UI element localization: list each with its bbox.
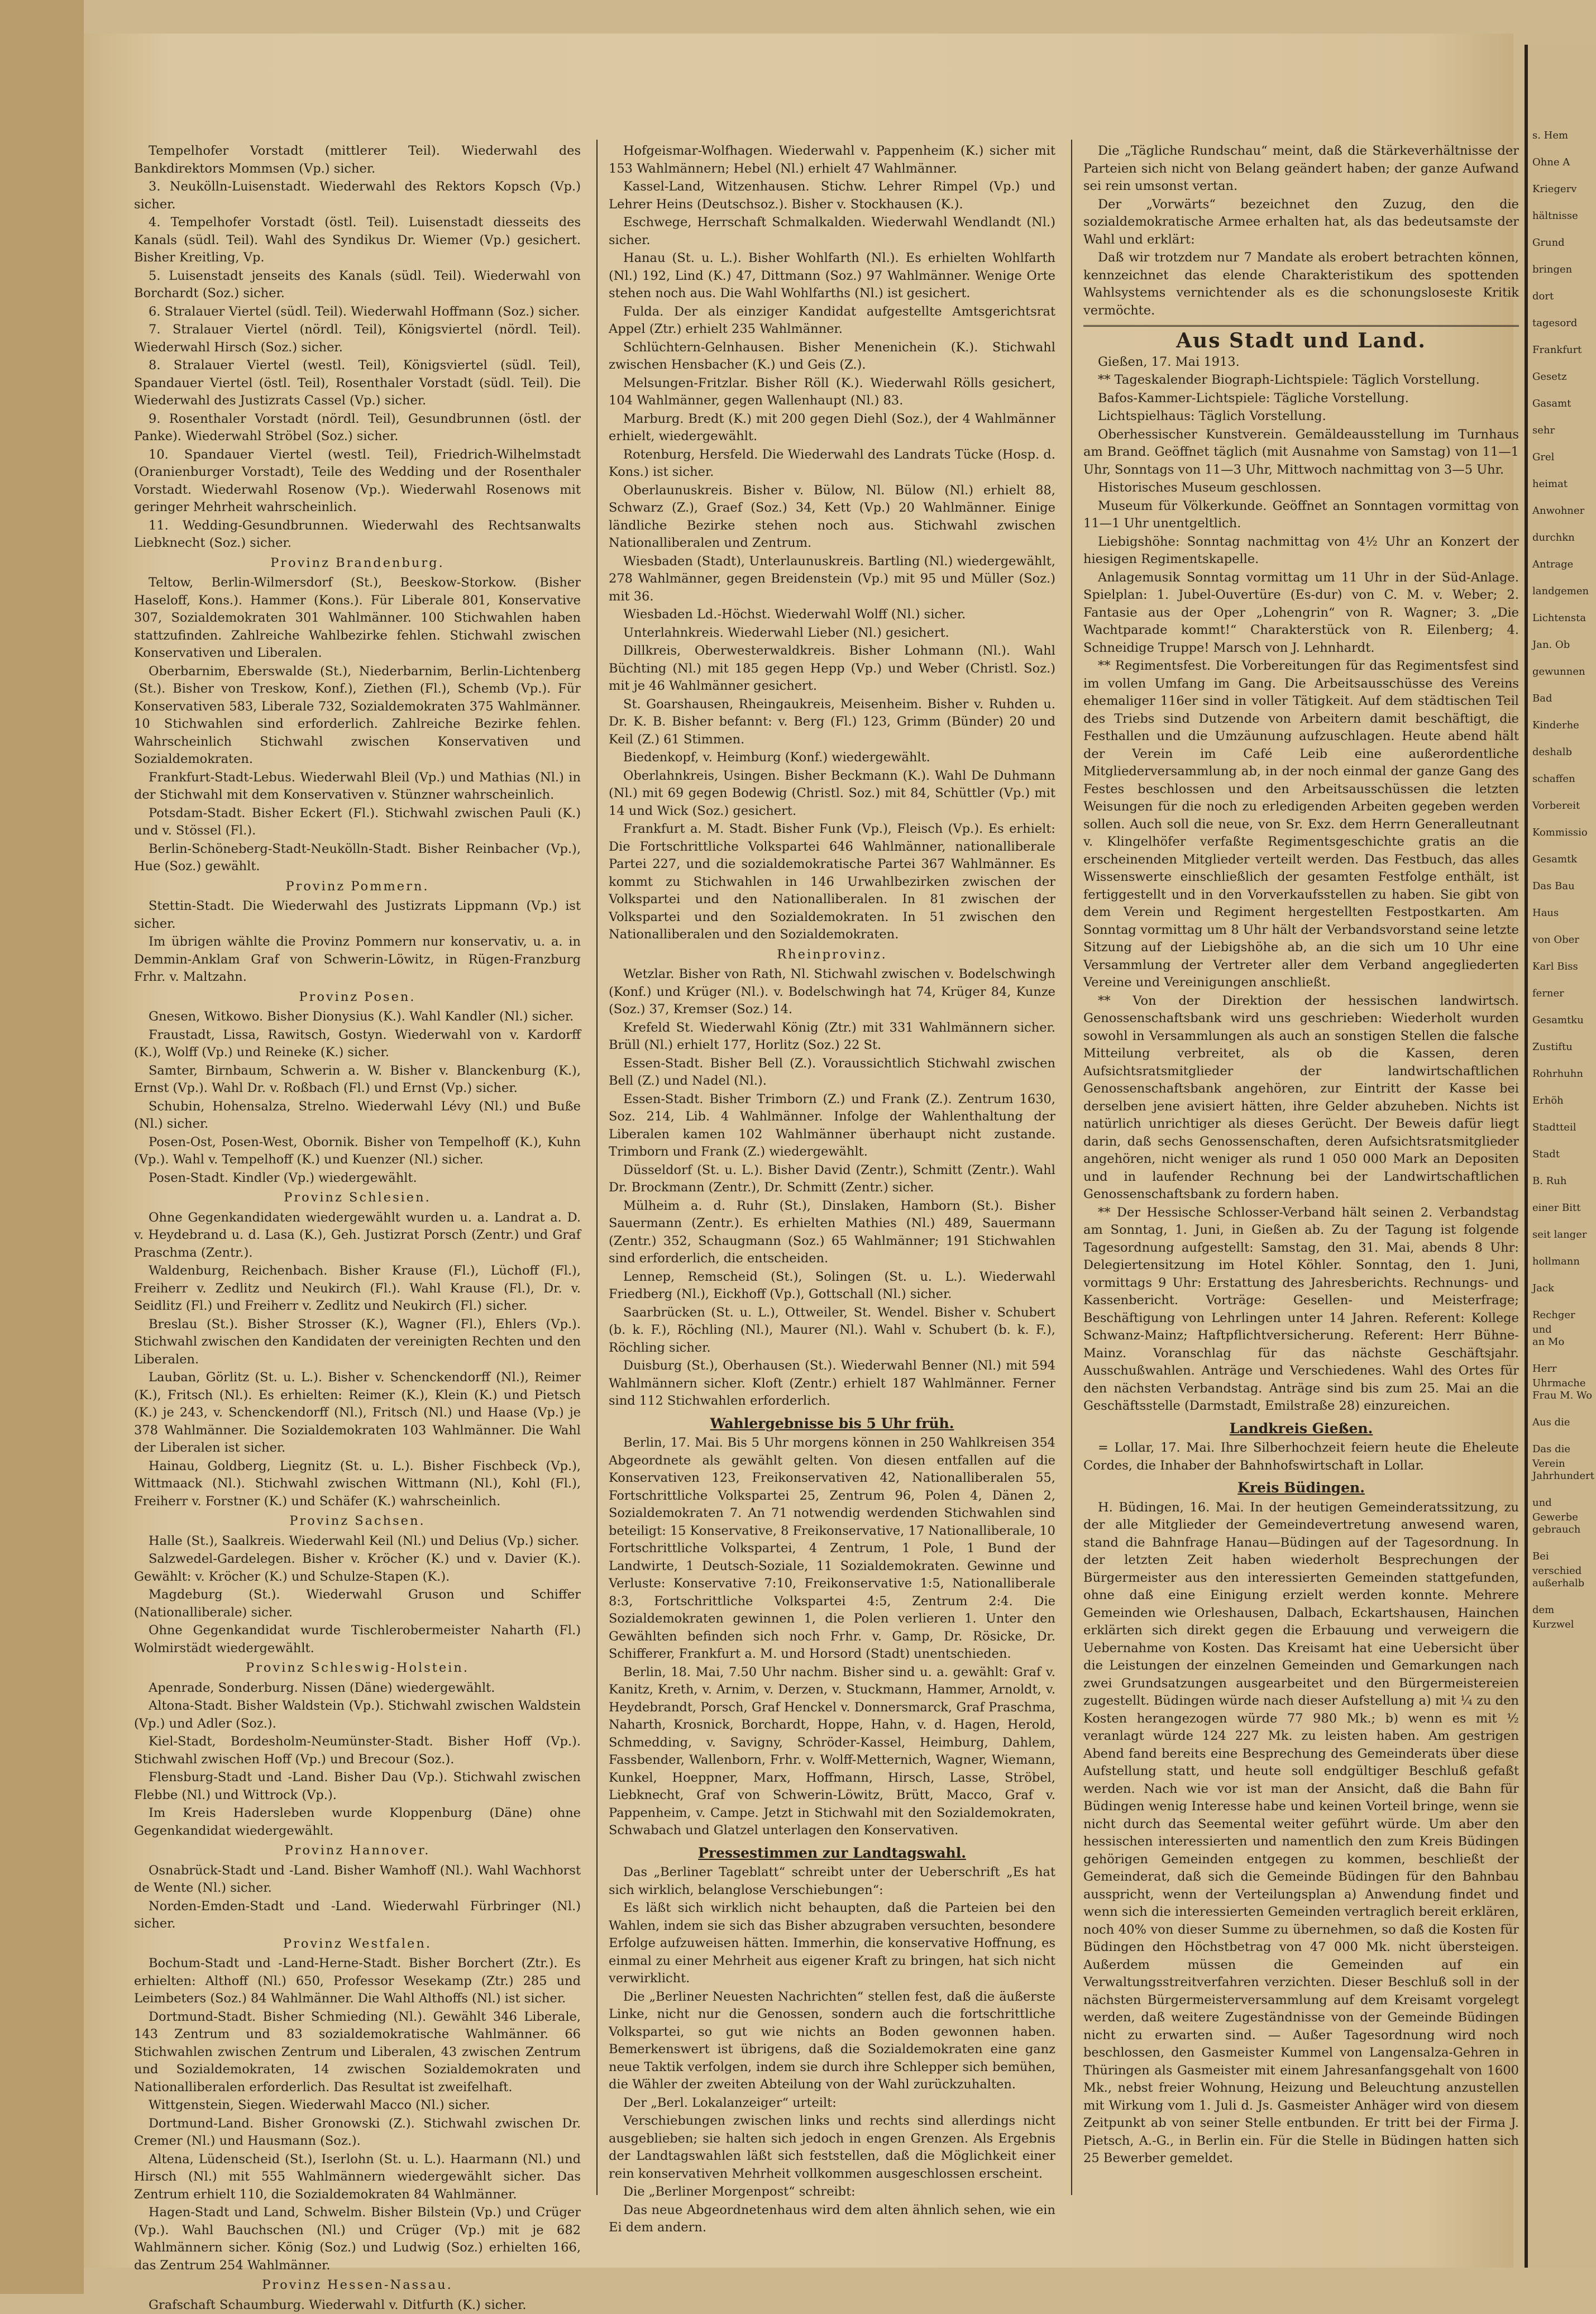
fragment-text: Herr Uhrmache xyxy=(1532,1362,1594,1391)
fragment-text: Anwohner xyxy=(1532,504,1594,518)
paragraph: ** Der Hessische Schlosser-Verband hält seinen 2. Verbandstag am Sonntag, 1. Juni, in Gießen ab. Zu der Tagung ist folgende Tagesordnung aufgestellt: Samstag, den 31. Mai, abends 8 Uhr: Delegiertensitzung im Hotel Köhler. Sonntag, den 1. Juni, vormittags 9 Uhr: Erstattung des Jahresberichts. Rechnungs- und Kassenbericht. Vorträge: Gesellen- und Meisterfrage; Beschäftigung von Lehrlingen unter 14 Jahren. Referent: Kollege Schwanz-Mainz; Haftpflichtversicherung. Referent: Herr Bühne-Mainz. Voranschlag für das nächste Geschäftsjahr. Ausschußwahlen. Anträge und Verschiedenes. Wahl des Ortes für den nächsten Verbandstag. Anträge sind bis zum 25. Mai an die Geschäftsstelle (Darmstadt, Emilstraße 28) einzureichen. xyxy=(1083,1204,1519,1415)
fragment-text: von Ober xyxy=(1532,933,1594,947)
paragraph: Verschiebungen zwischen links und rechts sind allerdings nicht ausgeblieben; sie halten sich jedoch in engen Grenzen. Als Ergebnis der Landtagswahlen läßt sich feststellen, daß die Möglichkeit einer rein konservativen Mehrheit vollkommen ausgeschlossen erscheint. xyxy=(609,2112,1055,2183)
paragraph: 3. Neukölln-Luisenstadt. Wiederwahl des Rektors Kopsch (Vp.) sicher. xyxy=(134,178,581,213)
paragraph: Museum für Völkerkunde. Geöffnet an Sonntagen vormittag von 11—1 Uhr unentgeltlich. xyxy=(1083,498,1519,533)
paragraph: Norden-Emden-Stadt und -Land. Wiederwahl Fürbringer (Nl.) sicher. xyxy=(134,1898,581,1933)
paragraph: Bochum-Stadt und -Land-Herne-Stadt. Bisher Borchert (Ztr.). Es erhielten: Althoff (Nl.) 650, Professor Wesekamp (Ztr.) 285 und Leimbeters (Soz.) 84 Wahlmänner. Die Wahl Althoffs (Nl.) ist sicher. xyxy=(134,1955,581,2008)
paragraph: = Lollar, 17. Mai. Ihre Silberhochzeit feiern heute die Eheleute Cordes, die Inhaber der Bahnhofswirtschaft in Lollar. xyxy=(1083,1439,1519,1475)
fragment-text: Kinderhe xyxy=(1532,718,1594,733)
paragraph: Potsdam-Stadt. Bisher Eckert (Fl.). Stichwahl zwischen Pauli (K.) und v. Stössel (Fl.). xyxy=(134,805,581,840)
subsection-heading: Landkreis Gießen. xyxy=(1083,1420,1519,1438)
paragraph: Wiesbaden Ld.-Höchst. Wiederwahl Wolff (Nl.) sicher. xyxy=(609,606,1055,624)
fragment-text: dem Kurzwel xyxy=(1532,1603,1594,1632)
paragraph: Im übrigen wählte die Provinz Pommern nur konservativ, u. a. in Demmin-Anklam Graf von Schwerin-Löwitz, in Rügen-Franzburg Frhr. v. Maltzahn. xyxy=(134,933,581,986)
paragraph: Kiel-Stadt, Bordesholm-Neumünster-Stadt. Bisher Hoff (Vp.). Stichwahl zwischen Hoff (Vp.) und Brecour (Soz.). xyxy=(134,1733,581,1768)
paragraph: Berlin, 17. Mai. Bis 5 Uhr morgens können in 250 Wahlkreisen 354 Abgeordnete als gewählt gelten. Von diesen entfallen auf die Konservativen 123, Freikonservativen 42, Nationalliberalen 55, Fortschrittliche Volkspartei 25, Zentrum 96, Polen 4, Dänen 2, Sozialdemokraten 7. An 71 notwendig werdenden Stichwahlen sind beteiligt: 15 Konservative, 8 Freikonservative, 17 Nationalliberale, 10 Fortschrittliche Volkspartei, 4 Zentrum, 1 Pole, 1 Bund der Landwirte, 1 Deutsch-Soziale, 11 Sozialdemokraten. Gewinne und Verluste: Konservative 7:10, Freikonservative 1:5, Nationalliberale 8:3, Fortschrittliche Volkspartei 4:5, Zentrum 2:4. Die Sozialdemokraten gewinnen 1, die Polen verlieren 1. Unter den Gewählten befinden sich noch Frhr. v. Gamp, Dr. Rösicke, Dr. Schifferer, Frankfurt a. M. und Horsord (Stadt) unentschieden. xyxy=(609,1434,1055,1663)
fragment-text: Stadtteil xyxy=(1532,1120,1594,1135)
paragraph: Biedenkopf, v. Heimburg (Konf.) wiedergewählt. xyxy=(609,749,1055,767)
fragment-text: tagesord xyxy=(1532,316,1594,331)
fragment-text: Das die Verein xyxy=(1532,1442,1594,1471)
paragraph: Liebigshöhe: Sonntag nachmittag von 4½ Uhr an Konzert der hiesigen Regimentskapelle. xyxy=(1083,533,1519,569)
column-1 xyxy=(134,142,581,2198)
paragraph: Tempelhofer Vorstadt (mittlerer Teil). Wiederwahl des Bankdirektors Mommsen (Vp.) sicher. xyxy=(134,142,581,178)
column-3 xyxy=(1083,142,1519,2198)
paragraph: Die „Berliner Neuesten Nachrichten“ stellen fest, daß die äußerste Linke, nicht nur die Genossen, sondern auch die fortschrittliche Volkspartei, so gut wie nichts an Boden gewonnen haben. Bemerkenswert ist übrigens, daß die Sozialdemokraten eine ganz neue Taktik verfolgen, indem sie durch ihre Schlepper sich bemühen, die Wähler der zweiten Abteilung von der Wahl zurückzuhalten. xyxy=(609,1988,1055,2094)
fragment-text: B. Ruh xyxy=(1532,1174,1594,1189)
fragment-text: Grel xyxy=(1532,450,1594,465)
paragraph: Düsseldorf (St. u. L.). Bisher David (Zentr.), Schmitt (Zentr.). Wahl Dr. Brockmann (Zentr.), Dr. Schmitt (Zentr.) sicher. xyxy=(609,1162,1055,1197)
paragraph: St. Goarshausen, Rheingaukreis, Meisenheim. Bisher v. Ruhden u. Dr. K. B. Bisher befannt: v. Berg (Fl.) 123, Grimm (Bünder) 20 und Keil (Z.) 61 Stimmen. xyxy=(609,696,1055,749)
section-heading: Provinz Schlesien. xyxy=(134,1189,581,1207)
paragraph: Flensburg-Stadt und -Land. Bisher Dau (Vp.). Stichwahl zwischen Flebbe (Nl.) und Wittrock (Vp.). xyxy=(134,1769,581,1804)
fragment-text: und Gewerbe xyxy=(1532,1496,1594,1525)
paragraph: Essen-Stadt. Bisher Bell (Z.). Voraussichtlich Stichwahl zwischen Bell (Z.) und Nadel (Nl.). xyxy=(609,1055,1055,1090)
paragraph: Lichtspielhaus: Täglich Vorstellung. xyxy=(1083,408,1519,426)
paragraph: Wetzlar. Bisher von Rath, Nl. Stichwahl zwischen v. Bodelschwingh (Konf.) und Krüger (Nl.). v. Bodelschwingh hat 74, Krüger 84, Kunze (Soz.) 37, Kremser (Soz.) 14. xyxy=(609,966,1055,1019)
fragment-text: Rechger und xyxy=(1532,1308,1594,1337)
section-heading: Provinz Hessen-Nassau. xyxy=(134,2277,581,2294)
fragment-text: Lichtensta xyxy=(1532,611,1594,626)
fragment-text: Frau M. Wo xyxy=(1532,1389,1594,1403)
paragraph: Salzwedel-Gardelegen. Bisher v. Kröcher (K.) und v. Davier (K.). Gewählt: v. Kröcher (K.) und Schulze-Stapen (K.). xyxy=(134,1550,581,1586)
column-rule-2 xyxy=(1071,140,1072,2195)
paragraph: Duisburg (St.), Oberhausen (St.). Wiederwahl Benner (Nl.) mit 594 Wahlmännern sicher. Kloft (Zentr.) erhielt 187 Wahlmänner. Ferner sind 112 Stichwahlen erforderlich. xyxy=(609,1357,1055,1410)
paragraph: 7. Stralauer Viertel (nördl. Teil), Königsviertel (nördl. Teil). Wiederwahl Hirsch (Soz.) sicher. xyxy=(134,321,581,356)
paragraph: Dillkreis, Oberwesterwaldkreis. Bisher Lohmann (Nl.). Wahl Büchting (Nl.) mit 185 gegen Hepp (Vp.) und Weber (Christl. Soz.) mit je 46 Wahlmänner gesichert. xyxy=(609,642,1055,695)
fragment-text: Erhöh xyxy=(1532,1094,1594,1108)
paragraph: Ohne Gegenkandidaten wiedergewählt wurden u. a. Landrat a. D. v. Heydebrand u. d. Lasa (K.), Geh. Justizrat Porsch (Zentr.) und Graf Praschma (Zentr.). xyxy=(134,1209,581,1262)
paragraph: Gießen, 17. Mai 1913. xyxy=(1083,354,1519,371)
section-heading: Provinz Pommern. xyxy=(134,878,581,896)
fragment-text: landgemen xyxy=(1532,584,1594,599)
paragraph: Grafschaft Schaumburg. Wiederwahl v. Ditfurth (K.) sicher. xyxy=(134,2297,581,2314)
adjacent-page-edge xyxy=(1525,45,1596,2268)
paragraph: Gnesen, Witkowo. Bisher Dionysius (K.). Wahl Kandler (Nl.) sicher. xyxy=(134,1008,581,1026)
paragraph: Der „Berl. Lokalanzeiger“ urteilt: xyxy=(609,2094,1055,2112)
paragraph: Halle (St.), Saalkreis. Wiederwahl Keil (Nl.) und Delius (Vp.) sicher. xyxy=(134,1533,581,1550)
fragment-text: hollmann xyxy=(1532,1254,1594,1269)
paragraph: Magdeburg (St.). Wiederwahl Gruson und Schiffer (Nationalliberale) sicher. xyxy=(134,1586,581,1621)
paragraph: Das neue Abgeordnetenhaus wird dem alten ähnlich sehen, wie ein Ei dem andern. xyxy=(609,2202,1055,2237)
paragraph: ** Tageskalender Biograph-Lichtspiele: Täglich Vorstellung. xyxy=(1083,371,1519,389)
paragraph: Berlin-Schöneberg-Stadt-Neukölln-Stadt. Bisher Reinbacher (Vp.), Hue (Soz.) gewählt. xyxy=(134,841,581,876)
paragraph: Frankfurt a. M. Stadt. Bisher Funk (Vp.), Fleisch (Vp.). Es erhielt: Die Fortschrittliche Volkspartei 646 Wahlmänner, nationalliberale Partei 227, und die sozialdemokratische Partei 367 Wahlmänner. Es kommt zu Stichwahlen in 146 Urwahlbezirken zwischen der Volkspartei und den Nationalliberalen. In 81 zwischen der Volkspartei und den Sozialdemokraten. In 51 zwischen den Nationalliberalen und den Sozialdemokraten. xyxy=(609,820,1055,944)
paragraph: Fraustadt, Lissa, Rawitsch, Gostyn. Wiederwahl von v. Kardorff (K.), Wolff (Vp.) und Reineke (K.) sicher. xyxy=(134,1027,581,1062)
paragraph: 10. Spandauer Viertel (westl. Teil), Friedrich-Wilhelmstadt (Oranienburger Vorstadt), Teile des Wedding und der Rosenthaler Vorstadt. Wiederwahl Rosenow (Vp.). Wiederwahl Rosenows mit geringer Mehrheit wahrscheinlich. xyxy=(134,446,581,517)
paragraph: Melsungen-Fritzlar. Bisher Röll (K.). Wiederwahl Rölls gesichert, 104 Wahlmänner, gegen Wallenhaupt (Nl.) 83. xyxy=(609,375,1055,410)
paragraph: Hagen-Stadt und Land, Schwelm. Bisher Bilstein (Vp.) und Crüger (Vp.). Wahl Bauchschen (Nl.) und Crüger (Vp.) mit je 682 Wahlmännern sicher. König (Soz.) und Ludwig (Soz.) erhielten 166, das Zentrum 254 Wahlmänner. xyxy=(134,2204,581,2274)
paragraph: Lennep, Remscheid (St.), Solingen (St. u. L.). Wiederwahl Friedberg (Nl.), Eickhoff (Vp.), Gottschall (Nl.) sicher. xyxy=(609,1268,1055,1304)
fragment-text: Kriegerv xyxy=(1532,182,1594,197)
paragraph: Bafos-Kammer-Lichtspiele: Tägliche Vorstellung. xyxy=(1083,390,1519,408)
paragraph: Unterlahnkreis. Wiederwahl Lieber (Nl.) gesichert. xyxy=(609,624,1055,642)
paragraph: Die „Berliner Morgenpost“ schreibt: xyxy=(609,2183,1055,2201)
fragment-text: Bad xyxy=(1532,691,1594,706)
paragraph: Der „Vorwärts“ bezeichnet den Zuzug, den die sozialdemokratische Armee erhalten hat, als das bedeutsamste der Wahl und erklärt: xyxy=(1083,196,1519,249)
paragraph: Die „Tägliche Rundschau“ meint, daß die Stärkeverhältnisse der Parteien sich nicht von Belang geändert haben; der ganze Aufwand sei rein umsonst vertan. xyxy=(1083,142,1519,195)
fragment-text: Bei verschied xyxy=(1532,1549,1594,1578)
paragraph: H. Büdingen, 16. Mai. In der heutigen Gemeinderatssitzung, zu der alle Mitglieder der Gemeindevertretung anwesend waren, stand die Bahnfrage Hanau—Büdingen auf der Tagesordnung. In der letzten Zeit haben wiederholt Besprechungen der Bürgermeister aus den interessierten Gemeinden stattgefunden, ohne daß eine Einigung erzielt werden konnte. Mehrere Gemeinden wie Orleshausen, Dalbach, Eckartshausen, Hainchen erklärten sich direkt gegen die Erbauung und verweigern die Uebernahme von Kosten. Das Kreisamt hat eine Uebersicht über die Leistungen der einzelnen Gemeinden und Gemarkungen nach zwei Grundsatzungen ausgearbeitet und den Bürgermeistereien zugestellt. Büdingen würde nach dieser Aufstellung a) mit ¼ zu den Kosten herangezogen würde 77 980 Mk.; b) wenn es mit ½ veranlagt würde 124 227 Mk. zu leisten haben. Am gestrigen Abend fand bereits eine Besprechung des Gemeinderats über diese Aufstellung statt, und heute soll endgültiger Beschluß gefaßt werden. Nach wie vor ist man der Ansicht, daß die Bahn für Büdingen wenig Interesse habe und keinen Vorteil bringe, wenn sie nicht durch das Seemental weiter geführt würde. Um aber den hessischen interessierten und namentlich den zum Kreis Büdingen gehörigen Gemeinden entgegen zu kommen, beschließt der Gemeinderat, daß sich die Gemeinde Büdingen für den Bahnbau ausspricht, wenn der Verteilungsplan a) Anwendung findet und wenn sich die interessierten Gemeinden vertraglich bereit erklären, noch 40% von dieser Summe zu übernehmen, so daß die Kosten für Büdingen den Höchstbetrag von 47 000 Mk. nicht übersteigen. Außerdem müssen die Gemeinden auf ein Verwaltungsstreitverfahren verzichten. Dieser Beschluß soll in der nächsten Bürgermeisterversammlung auf dem Kreisamt vorgelegt werden, daß weitere Zugeständnisse von der Gemeinde Büdingen nicht zu erwarten sind. — Außer Tagesordnung wird noch beschlossen, den Gasmeister Kummel von Langensalza-Gehren in Thüringen als Gasmeister mit einem Jahresanfangsgehalt von 1600 Mk., nebst freier Wohnung, Heizung und Beleuchtung anzustellen mit Wirkung vom 1. Juli d. Js. Gasmeister Anhäger wird von diesem Zeitpunkt ab von seiner Stelle entbunden. Er tritt bei der Firma J. Pietsch, A.-G., in Berlin ein. Für die Stelle in Büdingen hatten sich 25 Bewerber gemeldet. xyxy=(1083,1499,1519,2168)
fragment-text: Vorbereit xyxy=(1532,799,1594,813)
fragment-text: sehr xyxy=(1532,423,1594,438)
paragraph: Dortmund-Stadt. Bisher Schmieding (Nl.). Gewählt 346 Liberale, 143 Zentrum und 83 sozialdemokratische Wahlmänner. 66 Stichwahlen zwischen Zentrum und Liberalen, 43 zwischen Zentrum und Sozialdemokraten, 14 zwischen Sozialdemokraten und Nationalliberalen erforderlich. Das Resultat ist zweifelhaft. xyxy=(134,2008,581,2097)
paragraph: Fulda. Der als einziger Kandidat aufgestellte Amtsgerichtsrat Appel (Ztr.) erhielt 235 Wahlmänner. xyxy=(609,303,1055,338)
paragraph: ** Von der Direktion der hessischen landwirtsch. Genossenschaftsbank wird uns geschrieben: Wiederholt wurden sowohl in Versammlungen als auch an sonstigen Stellen die falsche Mitteilung verbreitet, als ob die Kassen, deren Aufsichtsratsmitglieder der landwirtschaftlichen Genossenschaftsbank angehören, zur Eintritt der Kasse bei derselben jene avisiert hätten, ihre Gelder abzuheben. Nichts ist natürlich unrichtiger als dieses Gerücht. Der Beweis dafür liegt darin, daß sechs Genossenschaften, deren Aufsichtsratsmitglieder angehören, nicht weniger als rund 1 050 000 Mark an Depositen und in laufender Rechnung bei der Landwirtschaftlichen Genossenschaftsbank zu fordern haben. xyxy=(1083,993,1519,1204)
fragment-text: Karl Biss xyxy=(1532,960,1594,974)
paragraph: 4. Tempelhofer Vorstadt (östl. Teil). Luisenstadt diesseits des Kanals (südl. Teil). Wahl des Syndikus Dr. Wiemer (Vp.) gesichert. Bisher Kreitling, Vp. xyxy=(134,214,581,267)
section-heading: Provinz Schleswig-Holstein. xyxy=(134,1659,581,1677)
left-binding-strip xyxy=(0,0,84,2294)
fragment-text: Grund xyxy=(1532,236,1594,250)
fragment-text: Jack xyxy=(1532,1281,1594,1296)
subsection-heading: Kreis Büdingen. xyxy=(1083,1479,1519,1497)
paragraph: 6. Stralauer Viertel (südl. Teil). Wiederwahl Hoffmann (Soz.) sicher. xyxy=(134,303,581,321)
paragraph: Hanau (St. u. L.). Bisher Wohlfarth (Nl.). Es erhielten Wohlfarth (Nl.) 192, Lind (K.) 47, Dittmann (Soz.) 97 Wahlmänner. Wenige Orte stehen noch aus. Die Wahl Wohlfarths (Nl.) ist gesichert. xyxy=(609,250,1055,303)
paragraph: Waldenburg, Reichenbach. Bisher Krause (Fl.), Lüchoff (Fl.), Freiherr v. Zedlitz und Neukirch (Fl.). Wahl Krause (Fl.), Dr. v. Seidlitz (Fl.) und Freiherr v. Zedlitz und Neukirch (Fl.) sicher. xyxy=(134,1262,581,1315)
paragraph: Wittgenstein, Siegen. Wiederwahl Macco (Nl.) sicher. xyxy=(134,2097,581,2115)
section-heading: Provinz Westfalen. xyxy=(134,1935,581,1953)
paragraph: Daß wir trotzdem nur 7 Mandate als erobert betrachten können, kennzeichnet das elende Charakteristikum des spottenden Wahlsystems vernichtender als es die schonungsloseste Kritik vermöchte. xyxy=(1083,249,1519,319)
paragraph: 9. Rosenthaler Vorstadt (nördl. Teil), Gesundbrunnen (östl. der Panke). Wiederwahl Ströbel (Soz.) sicher. xyxy=(134,411,581,446)
fragment-text: Gasamt xyxy=(1532,397,1594,411)
fragment-text: Antrage xyxy=(1532,557,1594,572)
fragment-text: dort xyxy=(1532,289,1594,304)
paragraph: Samter, Birnbaum, Schwerin a. W. Bisher v. Blanckenburg (K.), Ernst (Vp.). Wahl Dr. v. Roßbach (Fl.) und Ernst (Vp.) sicher. xyxy=(134,1062,581,1098)
paragraph: Anlagemusik Sonntag vormittag um 11 Uhr in der Süd-Anlage. Spielplan: 1. Jubel-Ouvertüre (Es-dur) von C. M. v. Weber; 2. Fantasie aus der Oper „Lohengrin“ von R. Wagner; 3. „Die Wachtparade kommt!“ Charakterstück von R. Eilenberg; 4. Schneidige Truppe! Marsch von J. Lehnhardt. xyxy=(1083,569,1519,657)
fragment-text: außerhalb xyxy=(1532,1576,1594,1591)
paragraph: Breslau (St.). Bisher Strosser (K.), Wagner (Fl.), Ehlers (Vp.). Stichwahl zwischen den Kandidaten der vereinigten Rechten und den Liberalen. xyxy=(134,1316,581,1369)
paragraph: Berlin, 18. Mai, 7.50 Uhr nachm. Bisher sind u. a. gewählt: Graf v. Kanitz, Kreth, v. Arnim, v. Derzen, v. Stuckmann, Hammer, Arnoldt, v. Heydebrandt, Porsch, Graf Henckel v. Donnersmarck, Graf Praschma, Naharth, Krosnick, Borchardt, Hoppe, Hahn, v. d. Hagen, Herold, Schmedding, v. Savigny, Schröder-Kassel, Heimburg, Dahlem, Fassbender, Wallenborn, Frhr. v. Wolff-Metternich, Wagner, Wiemann, Kunkel, Hoeppner, Marx, Hoffmann, Hirsch, Lasse, Ströbel, Liebknecht, Graf von Schwerin-Löwitz, Brütt, Macco, Graf v. Pappenheim, v. Campe. Jetzt in Stichwahl mit den Sozialdemokraten, Schwabach und Glatzel unterlagen den Konservativen. xyxy=(609,1664,1055,1840)
paragraph: Schubin, Hohensalza, Strelno. Wiederwahl Lévy (Nl.) und Buße (Nl.) sicher. xyxy=(134,1098,581,1133)
fragment-text: Jan. Ob xyxy=(1532,638,1594,652)
paragraph: Oberlaunuskreis. Bisher v. Bülow, Nl. Bülow (Nl.) erhielt 88, Schwarz (Z.), Graef (Soz.) 34, Kett (Vp.) 20 Wahlmänner. Einige ländliche Bezirke stehen noch aus. Stichwahl zwischen Nationalliberalen und Zentrum. xyxy=(609,482,1055,552)
fragment-text: Haus xyxy=(1532,906,1594,920)
column-2 xyxy=(609,142,1055,2198)
fragment-text: schaffen xyxy=(1532,772,1594,786)
fragment-text: Zustiftu xyxy=(1532,1040,1594,1055)
fragment-text: Aus die xyxy=(1532,1415,1594,1430)
fragment-text: seit langer xyxy=(1532,1228,1594,1242)
paragraph: Das „Berliner Tageblatt“ schreibt unter der Ueberschrift „Es hat sich wirklich, belanglose Verschiebungen“: xyxy=(609,1864,1055,1899)
paragraph: ** Regimentsfest. Die Vorbereitungen für das Regimentsfest sind im vollen Umfang im Gang. Die Arbeitsausschüsse des Vereins ehemaliger 116er sind in voller Tätigkeit. Auf dem städtischen Teil des Triebs sind Dutzende von Arbeitern damit beschäftigt, die Festhallen und die Umzäunung aufzuschlagen. Heute abend hält der Verein im Café Leib eine außerordentliche Mitgliederversammlung ab, in der noch einmal der ganze Gang des Festes beschlossen und den Arbeitsausschüssen die letzten Weisungen für die noch zu erledigenden Arbeiten gegeben werden sollen. Auch soll die neue, von Sr. Exz. dem Herrn Generalleutnant v. Klingelhöfer verfaßte Regimentsgeschichte gratis an die erscheinenden Mitglieder verteilt werden. Das Festbuch, das alles Wissenswerte einschließlich der gesamten Festfolge enthält, ist fertiggestellt und in den Vorverkaufsstellen zu haben. Sie gibt von dem Verein und Regiment hergestellten Festpostkarten. Am Sonntag vormittag um 8 Uhr hält der Verbandsvorstand seine letzte Sitzung auf der Liebigshöhe ab, an die sich um 10 Uhr eine Versammlung der Vertreter aller dem Verband angegliederten Vereine und Vereinigungen anschließt. xyxy=(1083,657,1519,992)
paragraph: Kassel-Land, Witzenhausen. Stichw. Lehrer Rimpel (Vp.) und Lehrer Heins (Deutschsoz.). Bisher v. Stockhausen (K.). xyxy=(609,178,1055,213)
fragment-text: Frankfurt xyxy=(1532,343,1594,357)
fragment-text: gebrauch xyxy=(1532,1523,1594,1537)
paragraph: Saarbrücken (St. u. L.), Ottweiler, St. Wendel. Bisher v. Schubert (b. k. F.), Röchling (Nl.), Maurer (Nl.). Wahl v. Schubert (b. k. F.), Röchling sicher. xyxy=(609,1304,1055,1357)
paragraph: Essen-Stadt. Bisher Trimborn (Z.) und Frank (Z.). Zentrum 1630, Soz. 214, Lib. 4 Wahlmänner. Infolge der Wahlenthaltung der Liberalen kamen 102 Wahlmänner überhaupt nicht zustande. Trimborn und Frank (Z.) wiedergewählt. xyxy=(609,1091,1055,1161)
paragraph: 11. Wedding-Gesundbrunnen. Wiederwahl des Rechtsanwalts Liebknecht (Soz.) sicher. xyxy=(134,517,581,552)
paragraph: Oberbarnim, Eberswalde (St.), Niederbarnim, Berlin-Lichtenberg (St.). Bisher von Treskow, Konf.), Ziethen (Fl.), Schemb (Vp.). Für Konservativen 583, Liberale 732, Sozialdemokraten 375 Wahlmänner. 10 Stichwahlen sind erforderlich. Zahlreiche Bezirke fehlen. Wahrscheinlich Stichwahl zwischen Konservativen und Sozialdemokraten. xyxy=(134,663,581,769)
subsection-heading: Pressestimmen zur Landtagswahl. xyxy=(609,1844,1055,1862)
paragraph: Ohne Gegenkandidat wurde Tischlerobermeister Naharth (Fl.) Wolmirstädt wiedergewählt. xyxy=(134,1622,581,1657)
fragment-text: hältnisse xyxy=(1532,209,1594,223)
fragment-text: durchkn xyxy=(1532,531,1594,545)
paragraph: 8. Stralauer Viertel (westl. Teil), Königsviertel (südl. Teil), Spandauer Viertel (östl. Teil), Rosenthaler Vorstadt (südl. Teil). Die Wiederwahl des Justizrats Cassel (Vp.) sicher. xyxy=(134,357,581,410)
column-rule-1 xyxy=(596,140,598,2195)
section-title: Aus Stadt und Land. xyxy=(1083,332,1519,350)
subsection-heading: Wahlergebnisse bis 5 Uhr früh. xyxy=(609,1415,1055,1433)
paragraph: Oberlahnkreis, Usingen. Bisher Beckmann (K.). Wahl De Duhmann (Nl.) mit 69 gegen Bodewig (Christl. Soz.) mit 84, Schüttler (Vp.) mit 14 und Wick (Soz.) gesichert. xyxy=(609,767,1055,820)
paragraph: Apenrade, Sonderburg. Nissen (Däne) wiedergewählt. xyxy=(134,1680,581,1697)
fragment-text: ferner xyxy=(1532,986,1594,1001)
fragment-text: an Mo xyxy=(1532,1335,1594,1349)
fragment-text: s. Hem xyxy=(1532,128,1594,143)
paragraph: Eschwege, Herrschaft Schmalkalden. Wiederwahl Wendlandt (Nl.) sicher. xyxy=(609,214,1055,249)
fragment-text: heimat xyxy=(1532,477,1594,492)
paragraph: Hofgeismar-Wolfhagen. Wiederwahl v. Pappenheim (K.) sicher mit 153 Wahlmännern; Hebel (Nl.) erhielt 47 Wahlmänner. xyxy=(609,142,1055,178)
fragment-text: Rohrhuhn xyxy=(1532,1067,1594,1081)
paragraph: Rotenburg, Hersfeld. Die Wiederwahl des Landrats Tücke (Hosp. d. Kons.) ist sicher. xyxy=(609,446,1055,481)
fragment-text: Jahrhundert xyxy=(1532,1469,1594,1483)
paragraph: Oberhessischer Kunstverein. Gemäldeausstellung im Turnhaus am Brand. Geöffnet täglich (mit Ausnahme von Samstag) von 11—1 Uhr, Sonntags von 11—3 Uhr, Mittwoch nachmittag von 3—5 Uhr. xyxy=(1083,426,1519,479)
paragraph: Krefeld St. Wiederwahl König (Ztr.) mit 331 Wahlmännern sicher. Brüll (Nl.) erhielt 177, Horlitz (Soz.) 22 St. xyxy=(609,1019,1055,1055)
paragraph: Dortmund-Land. Bisher Gronowski (Z.). Stichwahl zwischen Dr. Cremer (Nl.) und Hausmann (Soz.). xyxy=(134,2115,581,2150)
section-heading: Provinz Brandenburg. xyxy=(134,555,581,572)
paragraph: Frankfurt-Stadt-Lebus. Wiederwahl Bleil (Vp.) und Mathias (Nl.) in der Stichwahl mit dem Konservativen v. Stünzner wahrscheinlich. xyxy=(134,769,581,804)
paragraph: Es läßt sich wirklich nicht behaupten, daß die Parteien bei den Wahlen, indem sie sich das Bisher abzugraben versuchten, besondere Erfolge aufzuweisen hätten. Immerhin, die konservative Hoffnung, es einmal zu einer Mehrheit aus eigener Kraft zu bringen, hat sich nicht verwirklicht. xyxy=(609,1900,1055,1988)
fragment-text: gewunnen xyxy=(1532,665,1594,679)
section-heading: Provinz Posen. xyxy=(134,989,581,1006)
double-rule xyxy=(1083,325,1519,327)
paragraph: 5. Luisenstadt jenseits des Kanals (südl. Teil). Wiederwahl von Borchardt (Soz.) sicher. xyxy=(134,268,581,303)
section-heading: Provinz Sachsen. xyxy=(134,1513,581,1530)
fragment-text: Stadt xyxy=(1532,1147,1594,1162)
fragment-text: bringen xyxy=(1532,263,1594,277)
paragraph: Teltow, Berlin-Wilmersdorf (St.), Beeskow-Storkow. (Bisher Haseloff, Kons.). Hammer (Kons.). Für Liberale 801, Konservative 307, Sozialdemokraten 301 Wahlmänner. 100 Stichwahlen haben stattzufinden. Zahlreiche Wahlbezirke fehlen. Stichwahl zwischen Konservativen und Liberalen. xyxy=(134,574,581,662)
paragraph: Historisches Museum geschlossen. xyxy=(1083,479,1519,497)
paragraph: Hainau, Goldberg, Liegnitz (St. u. L.). Bisher Fischbeck (Vp.), Wittmaack (Nl.). Stichwahl zwischen Wittmann (Nl.), Kohl (Fl.), Freiherr v. Forstner (K.) und Schäfer (K.) wahrscheinlich. xyxy=(134,1458,581,1511)
fragment-text: Gesetz xyxy=(1532,370,1594,384)
fragment-text: Das Bau xyxy=(1532,879,1594,894)
paragraph: Wiesbaden (Stadt), Unterlaunuskreis. Bartling (Nl.) wiedergewählt, 278 Wahlmänner, gegen Breidenstein (Vp.) mit 95 und Müller (Soz.) mit 36. xyxy=(609,553,1055,606)
paragraph: Posen-Ost, Posen-West, Obornik. Bisher von Tempelhoff (K.), Kuhn (Vp.). Wahl v. Tempelhoff (K.) und Kuenzer (Nl.) sicher. xyxy=(134,1134,581,1169)
paragraph: Osnabrück-Stadt und -Land. Bisher Wamhoff (Nl.). Wahl Wachhorst de Wente (Nl.) sicher. xyxy=(134,1862,581,1897)
paragraph: Schlüchtern-Gelnhausen. Bisher Menenichein (K.). Stichwahl zwischen Hensbacher (K.) und Geis (Z.). xyxy=(609,339,1055,374)
section-heading: Provinz Hannover. xyxy=(134,1842,581,1860)
paragraph: Marburg. Bredt (K.) mit 200 gegen Diehl (Soz.), der 4 Wahlmänner erhielt, wiedergewählt. xyxy=(609,411,1055,446)
fragment-text: Kommissio xyxy=(1532,826,1594,840)
fragment-text: Gesamtku xyxy=(1532,1013,1594,1028)
paragraph: Mülheim a. d. Ruhr (St.), Dinslaken, Hamborn (St.). Bisher Sauermann (Zentr.). Es erhielten Mathies (Nl.) 489, Sauermann (Zentr.) 352, Schaugmann (Soz.) 65 Wahlmänner; 191 Stichwahlen sind erforderlich, die entscheiden. xyxy=(609,1197,1055,1268)
fragment-text: deshalb xyxy=(1532,745,1594,760)
paragraph: Lauban, Görlitz (St. u. L.). Bisher v. Schenckendorff (Nl.), Reimer (K.), Fritsch (Nl.). Es erhielten: Reimer (K.), Klein (K.) und Pietsch (K.) je 243, v. Schenckendorff (Nl.), Fritsch (Nl.) und Haase (Vp.) je 378 Wahlmänner. Die Sozialdemokraten 103 Wahlmänner. Die Wahl der Liberalen ist sicher. xyxy=(134,1369,581,1457)
fragment-text: Ohne A xyxy=(1532,155,1594,170)
fragment-text: Gesamtk xyxy=(1532,852,1594,867)
paragraph: Posen-Stadt. Kindler (Vp.) wiedergewählt. xyxy=(134,1170,581,1187)
paragraph: Stettin-Stadt. Die Wiederwahl des Justizrats Lippmann (Vp.) ist sicher. xyxy=(134,898,581,933)
paragraph: Im Kreis Hadersleben wurde Kloppenburg (Däne) ohne Gegenkandidat wiedergewählt. xyxy=(134,1805,581,1840)
fragment-text: einer Bitt xyxy=(1532,1201,1594,1215)
paragraph: Altona-Stadt. Bisher Waldstein (Vp.). Stichwahl zwischen Waldstein (Vp.) und Adler (Soz.). xyxy=(134,1697,581,1733)
section-heading: Rheinprovinz. xyxy=(609,946,1055,964)
paragraph: Altena, Lüdenscheid (St.), Iserlohn (St. u. L.). Haarmann (Nl.) und Hirsch (Nl.) mit 555 Wahlmännern wiedergewählt sicher. Das Zentrum erhielt 110, die Sozialdemokraten 84 Wahlmänner. xyxy=(134,2151,581,2204)
